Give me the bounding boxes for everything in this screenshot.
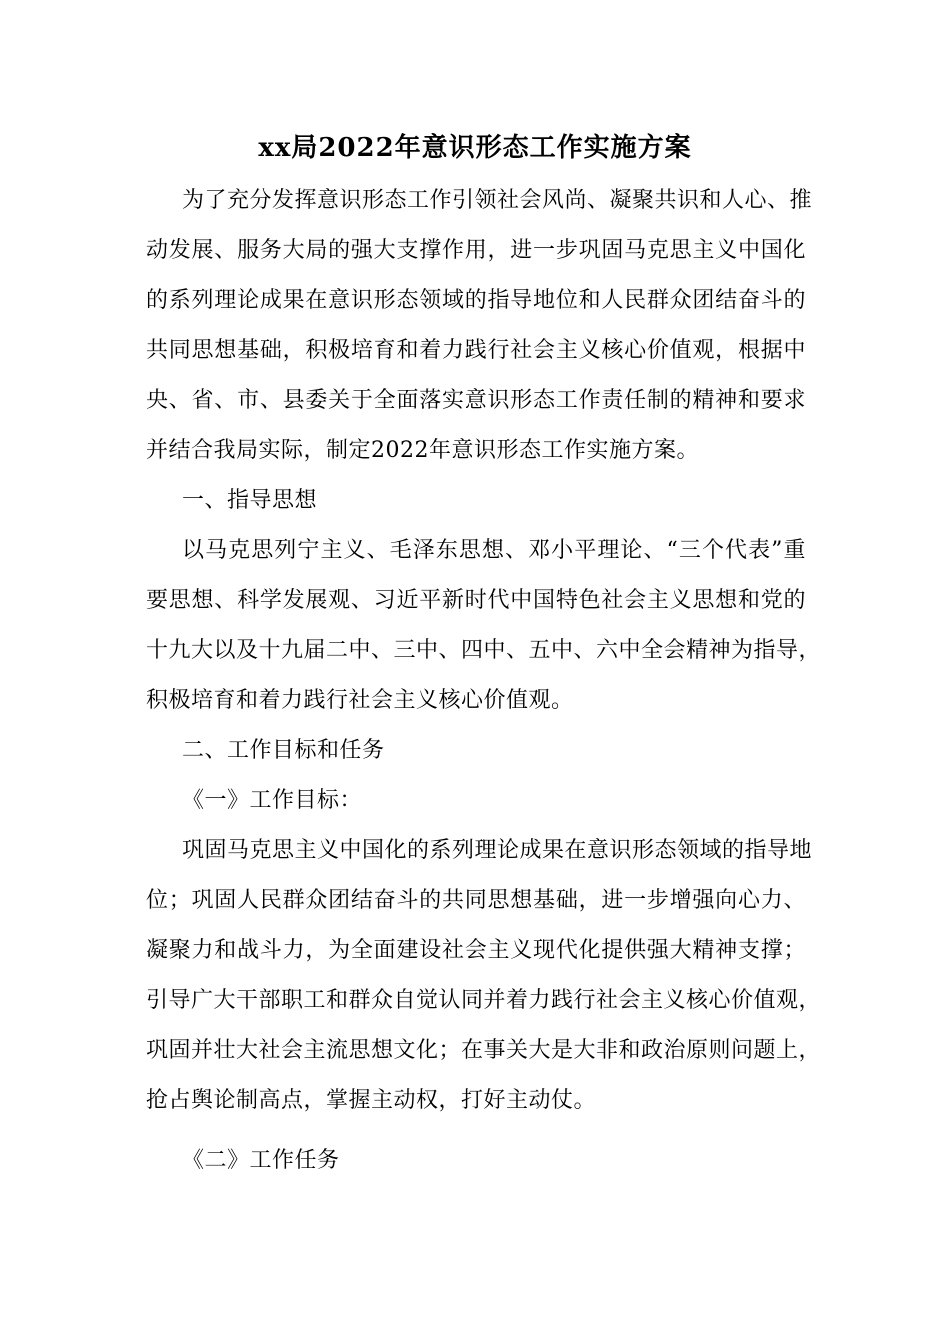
body-line: 《二》工作任务: [182, 1148, 340, 1173]
body-line: 巩固马克思主义中国化的系列理论成果在意识形态领域的指导地: [182, 838, 813, 863]
body-line: 抢占舆论制高点，掌握主动权，打好主动仗。: [146, 1088, 597, 1113]
body-line: 凝聚力和战斗力，为全面建设社会主义现代化提供强大精神支撑；: [146, 938, 806, 963]
body-line: 动发展、服务大局的强大支撑作用，进一步巩固马克思主义中国化: [146, 238, 806, 263]
body-line: 共同思想基础，积极培育和着力践行社会主义核心价值观，根据中: [146, 338, 806, 363]
body-line: 引导广大干部职工和群众自觉认同并着力践行社会主义核心价值观，: [146, 988, 822, 1013]
body-line: 的系列理论成果在意识形态领域的指导地位和人民群众团结奋斗的: [146, 288, 806, 313]
body-line: 巩固并壮大社会主流思想文化；在事关大是大非和政治原则问题上，: [146, 1038, 822, 1063]
body-line: 《一》工作目标：: [182, 788, 363, 813]
document-title: xx局2022年意识形态工作实施方案: [258, 133, 692, 163]
body-line: 二、工作目标和任务: [182, 738, 385, 763]
body-line: 以马克思列宁主义、毛泽东思想、邓小平理论、“三个代表”重: [182, 538, 806, 563]
body-line: 十九大以及十九届二中、三中、四中、五中、六中全会精神为指导，: [146, 638, 822, 663]
body-line: 并结合我局实际，制定2022年意识形态工作实施方案。: [146, 438, 699, 463]
body-line: 位；巩固人民群众团结奋斗的共同思想基础，进一步增强向心力、: [146, 888, 806, 913]
body-line: 央、省、市、县委关于全面落实意识形态工作责任制的精神和要求: [146, 388, 806, 413]
body-line: 为了充分发挥意识形态工作引领社会风尚、凝聚共识和人心、推: [182, 188, 813, 213]
body-line: 一、指导思想: [182, 488, 318, 513]
body-line: 要思想、科学发展观、习近平新时代中国特色社会主义思想和党的: [146, 588, 806, 613]
body-line: 积极培育和着力践行社会主义核心价值观。: [146, 688, 574, 713]
